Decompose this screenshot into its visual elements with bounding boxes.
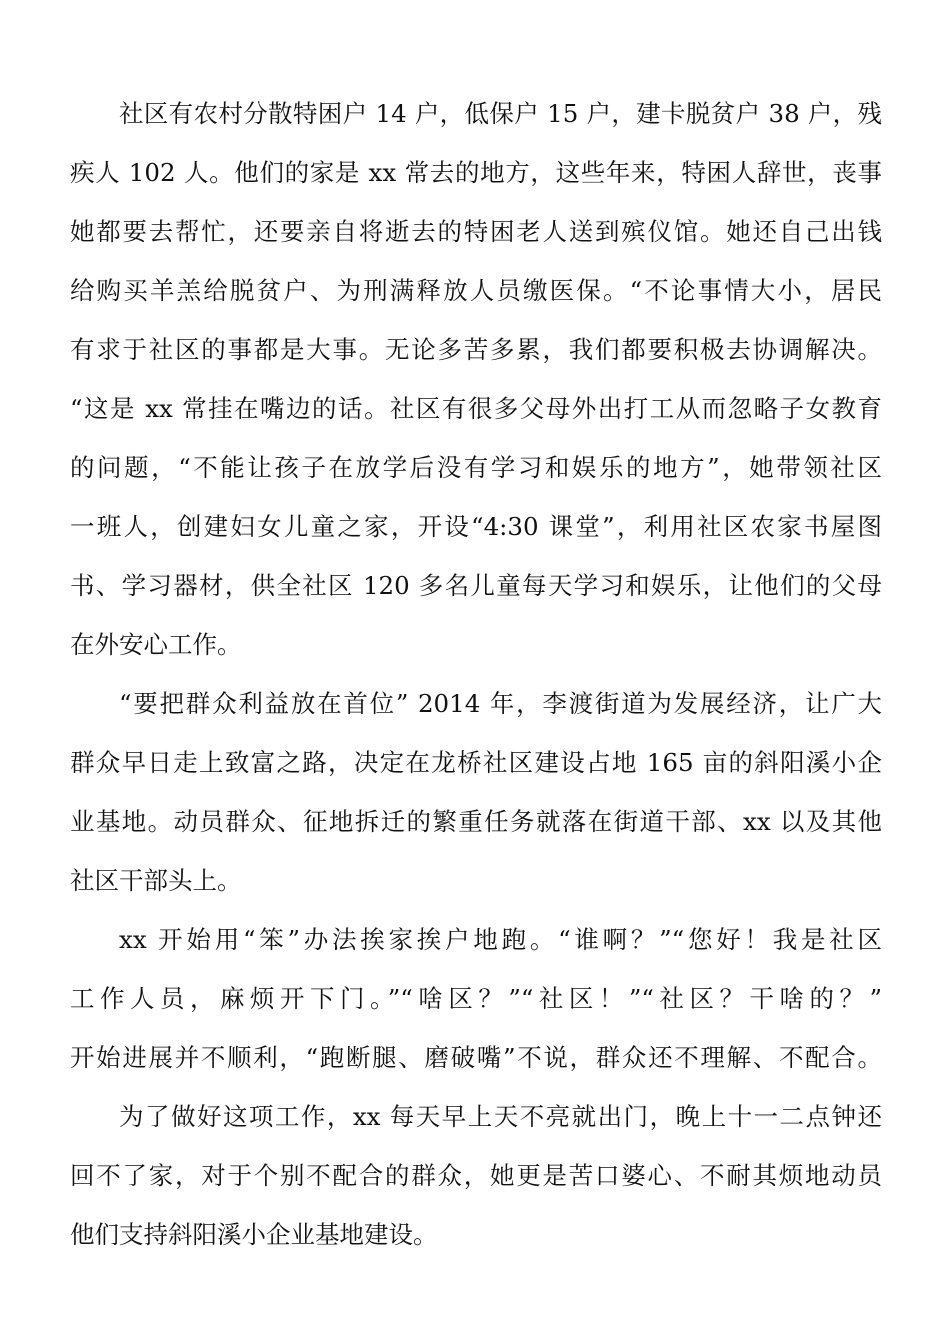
- text-line: 群众早日走上致富之路，决定在龙桥社区建设占地 165 亩的斜阳溪小企: [70, 748, 882, 777]
- text-line: 她都要去帮忙，还要亲自将逝去的特困老人送到殡仪馆。她还自己出钱: [70, 217, 882, 246]
- text-line: 书、学习器材，供全社区 120 多名儿童每天学习和娱乐，让他们的父母: [70, 571, 882, 600]
- text-line: “这是 xx 常挂在嘴边的话。社区有很多父母外出打工从而忽略子女教育: [70, 394, 882, 423]
- text-line: 疾人 102 人。他们的家是 xx 常去的地方，这些年来，特困人辞世，丧事: [70, 158, 882, 187]
- text-line: 有求于社区的事都是大事。无论多苦多累，我们都要积极去协调解决。: [70, 335, 882, 364]
- text-line: 社区干部头上。: [70, 866, 242, 895]
- document-body: [70, 84, 882, 1264]
- text-line: xx 开始用“笨”办法挨家挨户地跑。“谁啊？”“您好！我是社区: [119, 925, 882, 954]
- text-line: 回不了家，对于个别不配合的群众，她更是苦口婆心、不耐其烦地动员: [70, 1161, 882, 1190]
- paragraph-1: [70, 84, 882, 674]
- text-line: 的问题，“不能让孩子在放学后没有学习和娱乐的地方”，她带领社区: [70, 453, 882, 482]
- text-line: 工作人员，麻烦开下门。”“啥区？”“社区！”“社区？干啥的？”: [70, 984, 882, 1013]
- text-line: 开始进展并不顺利，“跑断腿、磨破嘴”不说，群众还不理解、不配合。: [70, 1043, 882, 1072]
- text-line: “要把群众利益放在首位” 2014 年，李渡街道为发展经济，让广大: [119, 689, 882, 718]
- text-line: 一班人，创建妇女儿童之家，开设“4:30 课堂”，利用社区农家书屋图: [70, 512, 882, 541]
- text-line: 为了做好这项工作，xx 每天早上天不亮就出门，晚上十一二点钟还: [119, 1102, 882, 1131]
- text-line: 给购买羊羔给脱贫户、为刑满释放人员缴医保。“不论事情大小，居民: [70, 276, 882, 305]
- paragraph-3: [70, 910, 882, 1087]
- text-line: 他们支持斜阳溪小企业基地建设。: [70, 1220, 438, 1249]
- text-line: 在外安心工作。: [70, 630, 242, 659]
- paragraph-4: [70, 1087, 882, 1264]
- text-line: 社区有农村分散特困户 14 户，低保户 15 户，建卡脱贫户 38 户，残: [119, 99, 882, 128]
- text-line: 业基地。动员群众、征地拆迁的繁重任务就落在街道干部、xx 以及其他: [70, 807, 882, 836]
- paragraph-2: [70, 674, 882, 910]
